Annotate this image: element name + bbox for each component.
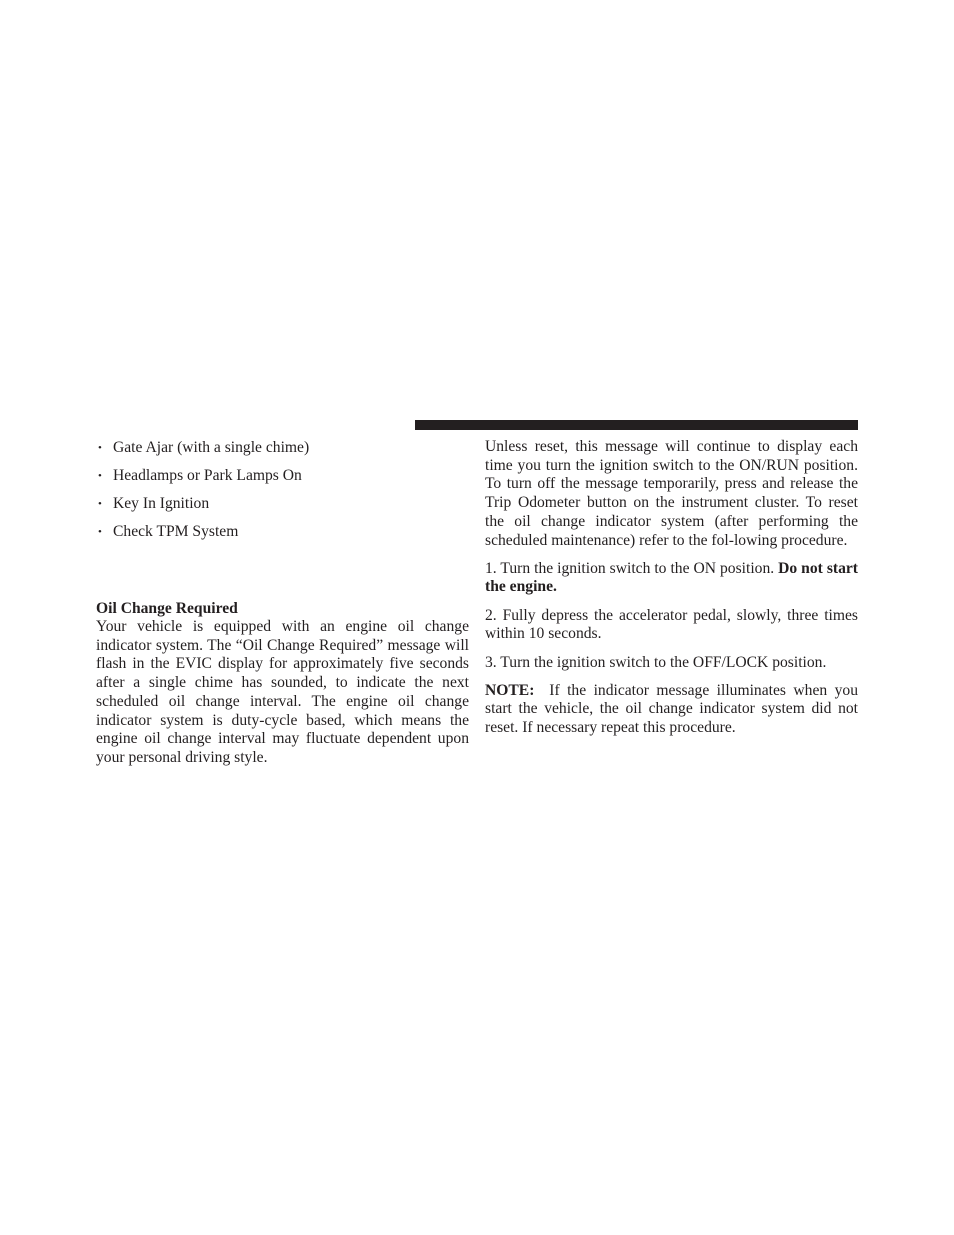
list-item: [96, 492, 469, 520]
section-heading: Oil Change Required: [96, 600, 238, 617]
right-column: [485, 436, 858, 747]
step-1: [485, 560, 858, 597]
header-rule: [415, 420, 858, 430]
bullet-icon: •: [98, 526, 102, 538]
list-item-text: Key In Ignition: [113, 495, 210, 512]
bullet-icon: •: [98, 470, 102, 482]
warning-list: [96, 436, 469, 548]
step-3: 3. Turn the ignition switch to the OFF/LOCK position.: [485, 653, 827, 671]
list-item-text: Gate Ajar (with a single chime): [113, 439, 310, 456]
list-item: [96, 436, 469, 464]
note-paragraph: [485, 682, 858, 738]
bullet-icon: •: [98, 442, 102, 454]
step-1-text: 1. Turn the ignition switch to the ON position.: [485, 559, 775, 577]
intro-paragraph: Unless reset, this message will continue to display each time you turn the ignition switch to the ON/RUN position. To turn off the message temporarily, press and release the Trip Odometer button on the instrument cluster. To reset the oil change indicator system (after performing the scheduled maintenance) refer to the fol-lowing procedure.: [485, 438, 858, 549]
left-column: [96, 436, 469, 768]
list-item: [96, 520, 469, 548]
list-item: [96, 464, 469, 492]
step-2: 2. Fully depress the accelerator pedal, slowly, three times within 10 seconds.: [485, 606, 858, 643]
section-body: Your vehicle is equipped with an engine oil change indicator system. The “Oil Change Required” message will flash in the EVIC display for approximately five seconds after a single chime has sounded, to indicate the next scheduled oil change interval. The engine oil change indicator system is duty-cycle based, which means the engine oil change interval may fluctuate dependent upon your personal driving style.: [96, 618, 469, 766]
list-item-text: Headlamps or Park Lamps On: [113, 467, 302, 484]
note-text: If the indicator message illuminates when you start the vehicle, the oil change indicator system did not reset. If necessary repeat this procedure.: [485, 681, 859, 737]
list-item-text: Check TPM System: [113, 523, 239, 540]
note-label: NOTE:: [485, 681, 535, 699]
step-1-warning: Do not start the engine.: [485, 559, 858, 596]
bullet-icon: •: [98, 498, 102, 510]
